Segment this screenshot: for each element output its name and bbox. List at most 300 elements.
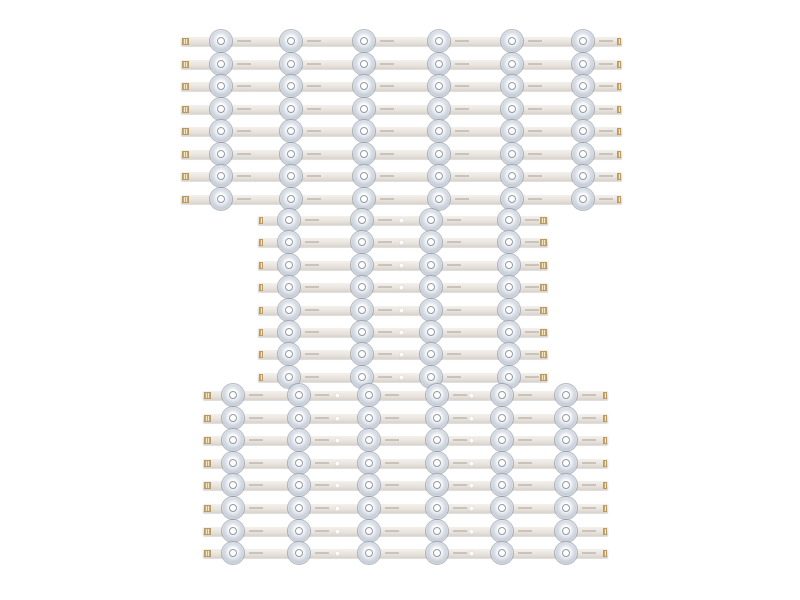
- strip-connector: [204, 392, 211, 399]
- strip-print-mark: [518, 530, 532, 532]
- strip-print-mark: [380, 175, 394, 177]
- strip-print-mark: [305, 264, 319, 266]
- led-lens-icon: [572, 143, 594, 165]
- led-lens-icon: [353, 188, 375, 210]
- strip-connector: [204, 415, 211, 422]
- led-lens-icon: [351, 231, 373, 253]
- mount-hole: [399, 218, 404, 223]
- strip-print-mark: [453, 417, 467, 419]
- led-lens-icon: [222, 497, 244, 519]
- led-lens-icon: [280, 30, 302, 52]
- led-strip: [203, 414, 608, 423]
- led-lens-icon: [420, 254, 442, 276]
- strip-print-mark: [249, 530, 263, 532]
- strip-print-mark: [307, 108, 321, 110]
- led-lens-icon: [358, 497, 380, 519]
- led-lens-icon: [428, 188, 450, 210]
- led-lens-icon: [351, 343, 373, 365]
- led-strip: [203, 504, 608, 513]
- strip-print-mark: [385, 530, 399, 532]
- strip-print-mark: [305, 241, 319, 243]
- strip-print-mark: [380, 108, 394, 110]
- strip-print-mark: [378, 353, 392, 355]
- led-lens-icon: [498, 321, 520, 343]
- strip-print-mark: [378, 376, 392, 378]
- led-lens-icon: [353, 165, 375, 187]
- strip-print-mark: [447, 264, 461, 266]
- led-lens-icon: [280, 143, 302, 165]
- led-lens-icon: [572, 165, 594, 187]
- strip-print-mark: [237, 108, 251, 110]
- strip-print-mark: [599, 108, 613, 110]
- led-lens-icon: [491, 497, 513, 519]
- strip-print-mark: [455, 153, 469, 155]
- led-lens-icon: [498, 209, 520, 231]
- strip-connector: [204, 528, 211, 535]
- led-lens-icon: [358, 384, 380, 406]
- led-strip: [258, 238, 548, 247]
- led-strip: [203, 481, 608, 490]
- strip-connector: [603, 482, 607, 489]
- mount-hole: [335, 506, 340, 511]
- strip-print-mark: [305, 376, 319, 378]
- strip-connector: [603, 528, 607, 535]
- led-lens-icon: [210, 75, 232, 97]
- led-lens-icon: [491, 407, 513, 429]
- led-lens-icon: [358, 474, 380, 496]
- led-lens-icon: [426, 497, 448, 519]
- mount-hole: [335, 529, 340, 534]
- led-strip: [258, 350, 548, 359]
- strip-print-mark: [249, 462, 263, 464]
- strip-print-mark: [315, 507, 329, 509]
- strip-print-mark: [518, 417, 532, 419]
- led-strip: [203, 436, 608, 445]
- strip-connector: [540, 284, 547, 291]
- strip-print-mark: [380, 63, 394, 65]
- led-strip: [181, 172, 622, 181]
- strip-print-mark: [528, 40, 542, 42]
- strip-connector: [182, 196, 189, 203]
- led-lens-icon: [498, 231, 520, 253]
- led-lens-icon: [572, 120, 594, 142]
- mount-hole: [335, 438, 340, 443]
- led-lens-icon: [353, 98, 375, 120]
- strip-connector: [259, 262, 263, 269]
- strip-print-mark: [528, 175, 542, 177]
- strip-print-mark: [599, 175, 613, 177]
- strip-connector: [540, 329, 547, 336]
- led-lens-icon: [351, 321, 373, 343]
- led-lens-icon: [555, 497, 577, 519]
- strip-print-mark: [582, 417, 596, 419]
- led-lens-icon: [428, 98, 450, 120]
- led-lens-icon: [278, 276, 300, 298]
- led-lens-icon: [428, 75, 450, 97]
- led-strip: [203, 527, 608, 536]
- led-lens-icon: [498, 299, 520, 321]
- strip-print-mark: [305, 219, 319, 221]
- led-strip: [181, 60, 622, 69]
- strip-print-mark: [315, 530, 329, 532]
- led-strip: [181, 105, 622, 114]
- led-lens-icon: [278, 299, 300, 321]
- led-lens-icon: [278, 231, 300, 253]
- strip-print-mark: [237, 130, 251, 132]
- strip-print-mark: [307, 40, 321, 42]
- mount-hole: [469, 438, 474, 443]
- strip-print-mark: [237, 85, 251, 87]
- strip-connector: [259, 217, 263, 224]
- strip-connector: [182, 83, 189, 90]
- mount-hole: [399, 330, 404, 335]
- strip-connector: [603, 415, 607, 422]
- led-strip: [258, 216, 548, 225]
- strip-print-mark: [455, 40, 469, 42]
- strip-print-mark: [447, 309, 461, 311]
- led-lens-icon: [280, 188, 302, 210]
- led-lens-icon: [351, 299, 373, 321]
- strip-print-mark: [307, 130, 321, 132]
- strip-print-mark: [315, 462, 329, 464]
- strip-print-mark: [525, 353, 539, 355]
- strip-connector: [617, 128, 621, 135]
- strip-connector: [204, 505, 211, 512]
- strip-print-mark: [385, 552, 399, 554]
- strip-connector: [259, 284, 263, 291]
- strip-print-mark: [518, 394, 532, 396]
- led-lens-icon: [210, 98, 232, 120]
- led-lens-icon: [426, 520, 448, 542]
- strip-connector: [259, 374, 263, 381]
- mount-hole: [469, 529, 474, 534]
- strip-print-mark: [378, 309, 392, 311]
- led-lens-icon: [351, 276, 373, 298]
- strip-print-mark: [582, 462, 596, 464]
- led-lens-icon: [222, 407, 244, 429]
- strip-print-mark: [305, 309, 319, 311]
- led-strip: [181, 127, 622, 136]
- led-lens-icon: [501, 165, 523, 187]
- led-strip: [203, 391, 608, 400]
- strip-print-mark: [237, 175, 251, 177]
- led-strip: [181, 150, 622, 159]
- mount-hole: [335, 416, 340, 421]
- led-lens-icon: [222, 429, 244, 451]
- mount-hole: [335, 483, 340, 488]
- led-lens-icon: [353, 30, 375, 52]
- led-lens-icon: [278, 343, 300, 365]
- strip-connector: [182, 151, 189, 158]
- led-lens-icon: [498, 276, 520, 298]
- strip-print-mark: [528, 108, 542, 110]
- strip-print-mark: [447, 376, 461, 378]
- strip-print-mark: [447, 241, 461, 243]
- led-lens-icon: [555, 474, 577, 496]
- led-lens-icon: [358, 452, 380, 474]
- strip-print-mark: [582, 394, 596, 396]
- strip-print-mark: [237, 198, 251, 200]
- led-lens-icon: [491, 474, 513, 496]
- strip-print-mark: [385, 417, 399, 419]
- mount-hole: [399, 263, 404, 268]
- led-lens-icon: [491, 429, 513, 451]
- led-lens-icon: [210, 53, 232, 75]
- strip-print-mark: [237, 153, 251, 155]
- led-lens-icon: [351, 254, 373, 276]
- led-lens-icon: [222, 452, 244, 474]
- led-lens-icon: [491, 452, 513, 474]
- strip-print-mark: [599, 85, 613, 87]
- strip-print-mark: [455, 130, 469, 132]
- led-lens-icon: [426, 452, 448, 474]
- strip-print-mark: [305, 353, 319, 355]
- led-lens-icon: [420, 299, 442, 321]
- led-lens-icon: [555, 520, 577, 542]
- strip-connector: [617, 61, 621, 68]
- strip-print-mark: [447, 286, 461, 288]
- strip-print-mark: [599, 40, 613, 42]
- led-lens-icon: [501, 98, 523, 120]
- led-lens-icon: [555, 429, 577, 451]
- strip-print-mark: [453, 462, 467, 464]
- mount-hole: [399, 375, 404, 380]
- led-lens-icon: [428, 165, 450, 187]
- led-lens-icon: [491, 542, 513, 564]
- mount-hole: [469, 461, 474, 466]
- strip-print-mark: [307, 63, 321, 65]
- strip-print-mark: [249, 507, 263, 509]
- mount-hole: [335, 551, 340, 556]
- strip-connector: [540, 351, 547, 358]
- led-lens-icon: [288, 452, 310, 474]
- strip-connector: [603, 392, 607, 399]
- strip-print-mark: [305, 286, 319, 288]
- led-strip: [203, 549, 608, 558]
- strip-print-mark: [518, 439, 532, 441]
- led-lens-icon: [428, 143, 450, 165]
- strip-connector: [259, 239, 263, 246]
- led-lens-icon: [426, 384, 448, 406]
- strip-connector: [617, 151, 621, 158]
- led-strip: [258, 306, 548, 315]
- strip-print-mark: [453, 484, 467, 486]
- strip-connector: [204, 460, 211, 467]
- led-lens-icon: [288, 474, 310, 496]
- led-lens-icon: [420, 209, 442, 231]
- mount-hole: [469, 416, 474, 421]
- led-lens-icon: [501, 120, 523, 142]
- led-lens-icon: [555, 384, 577, 406]
- strip-print-mark: [380, 153, 394, 155]
- led-lens-icon: [210, 165, 232, 187]
- strip-connector: [182, 106, 189, 113]
- led-lens-icon: [353, 143, 375, 165]
- led-lens-icon: [428, 30, 450, 52]
- led-lens-icon: [420, 343, 442, 365]
- strip-print-mark: [582, 530, 596, 532]
- strip-print-mark: [385, 439, 399, 441]
- strip-print-mark: [378, 286, 392, 288]
- strip-print-mark: [455, 198, 469, 200]
- strip-connector: [182, 173, 189, 180]
- strip-connector: [617, 173, 621, 180]
- strip-print-mark: [528, 198, 542, 200]
- mount-hole: [469, 506, 474, 511]
- led-lens-icon: [288, 384, 310, 406]
- strip-print-mark: [453, 552, 467, 554]
- strip-print-mark: [380, 130, 394, 132]
- led-lens-icon: [288, 497, 310, 519]
- led-lens-icon: [210, 30, 232, 52]
- led-lens-icon: [280, 53, 302, 75]
- strip-connector: [603, 460, 607, 467]
- strip-connector: [540, 217, 547, 224]
- strip-print-mark: [307, 153, 321, 155]
- led-strip: [258, 328, 548, 337]
- strip-print-mark: [528, 130, 542, 132]
- led-strip: [203, 459, 608, 468]
- led-lens-icon: [498, 254, 520, 276]
- strip-print-mark: [380, 198, 394, 200]
- led-lens-icon: [426, 429, 448, 451]
- strip-connector: [540, 374, 547, 381]
- strip-print-mark: [378, 331, 392, 333]
- led-lens-icon: [555, 452, 577, 474]
- led-strip: [181, 195, 622, 204]
- led-lens-icon: [555, 542, 577, 564]
- strip-print-mark: [237, 63, 251, 65]
- led-lens-icon: [288, 429, 310, 451]
- strip-print-mark: [455, 85, 469, 87]
- strip-print-mark: [378, 241, 392, 243]
- led-lens-icon: [428, 53, 450, 75]
- led-lens-icon: [491, 384, 513, 406]
- strip-print-mark: [455, 63, 469, 65]
- mount-hole: [399, 285, 404, 290]
- led-lens-icon: [278, 254, 300, 276]
- strip-connector: [603, 505, 607, 512]
- strip-print-mark: [518, 462, 532, 464]
- strip-print-mark: [315, 417, 329, 419]
- led-lens-icon: [288, 520, 310, 542]
- strip-print-mark: [518, 507, 532, 509]
- led-lens-icon: [555, 407, 577, 429]
- strip-print-mark: [582, 484, 596, 486]
- led-lens-icon: [353, 53, 375, 75]
- led-lens-icon: [222, 542, 244, 564]
- led-strip: [181, 37, 622, 46]
- strip-print-mark: [528, 153, 542, 155]
- mount-hole: [399, 240, 404, 245]
- strip-print-mark: [525, 264, 539, 266]
- strip-print-mark: [453, 530, 467, 532]
- led-lens-icon: [501, 188, 523, 210]
- strip-connector: [603, 437, 607, 444]
- strip-print-mark: [249, 439, 263, 441]
- led-lens-icon: [498, 343, 520, 365]
- strip-print-mark: [518, 484, 532, 486]
- strip-connector: [182, 38, 189, 45]
- led-strip: [258, 283, 548, 292]
- strip-print-mark: [582, 439, 596, 441]
- strip-print-mark: [528, 85, 542, 87]
- strip-print-mark: [447, 353, 461, 355]
- led-lens-icon: [572, 75, 594, 97]
- led-lens-icon: [280, 165, 302, 187]
- led-lens-icon: [426, 542, 448, 564]
- strip-connector: [617, 38, 621, 45]
- mount-hole: [469, 551, 474, 556]
- led-strip: [258, 261, 548, 270]
- strip-connector: [540, 262, 547, 269]
- strip-print-mark: [599, 130, 613, 132]
- led-lens-icon: [353, 75, 375, 97]
- strip-print-mark: [307, 198, 321, 200]
- strip-print-mark: [237, 40, 251, 42]
- strip-print-mark: [305, 331, 319, 333]
- mount-hole: [399, 308, 404, 313]
- strip-connector: [259, 307, 263, 314]
- strip-print-mark: [307, 175, 321, 177]
- mount-hole: [335, 393, 340, 398]
- strip-print-mark: [525, 241, 539, 243]
- mount-hole: [399, 352, 404, 357]
- led-lens-icon: [210, 143, 232, 165]
- strip-print-mark: [518, 552, 532, 554]
- led-lens-icon: [501, 30, 523, 52]
- led-lens-icon: [501, 143, 523, 165]
- strip-print-mark: [385, 394, 399, 396]
- strip-print-mark: [582, 552, 596, 554]
- strip-print-mark: [385, 462, 399, 464]
- strip-print-mark: [453, 394, 467, 396]
- strip-connector: [259, 351, 263, 358]
- strip-print-mark: [249, 394, 263, 396]
- led-lens-icon: [428, 120, 450, 142]
- strip-print-mark: [380, 40, 394, 42]
- strip-print-mark: [453, 439, 467, 441]
- strip-print-mark: [249, 484, 263, 486]
- led-lens-icon: [501, 75, 523, 97]
- led-lens-icon: [420, 231, 442, 253]
- strip-connector: [204, 482, 211, 489]
- strip-print-mark: [528, 63, 542, 65]
- strip-print-mark: [455, 108, 469, 110]
- strip-print-mark: [315, 484, 329, 486]
- strip-print-mark: [307, 85, 321, 87]
- led-lens-icon: [358, 542, 380, 564]
- led-lens-icon: [358, 429, 380, 451]
- strip-print-mark: [315, 394, 329, 396]
- strip-print-mark: [385, 484, 399, 486]
- led-lens-icon: [572, 53, 594, 75]
- strip-connector: [617, 83, 621, 90]
- led-lens-icon: [426, 407, 448, 429]
- led-lens-icon: [222, 520, 244, 542]
- strip-connector: [603, 550, 607, 557]
- strip-print-mark: [525, 219, 539, 221]
- mount-hole: [469, 483, 474, 488]
- led-lens-icon: [572, 30, 594, 52]
- strip-print-mark: [599, 63, 613, 65]
- strip-print-mark: [525, 376, 539, 378]
- strip-print-mark: [455, 175, 469, 177]
- strip-print-mark: [380, 85, 394, 87]
- strip-connector: [204, 437, 211, 444]
- led-lens-icon: [280, 98, 302, 120]
- strip-print-mark: [447, 219, 461, 221]
